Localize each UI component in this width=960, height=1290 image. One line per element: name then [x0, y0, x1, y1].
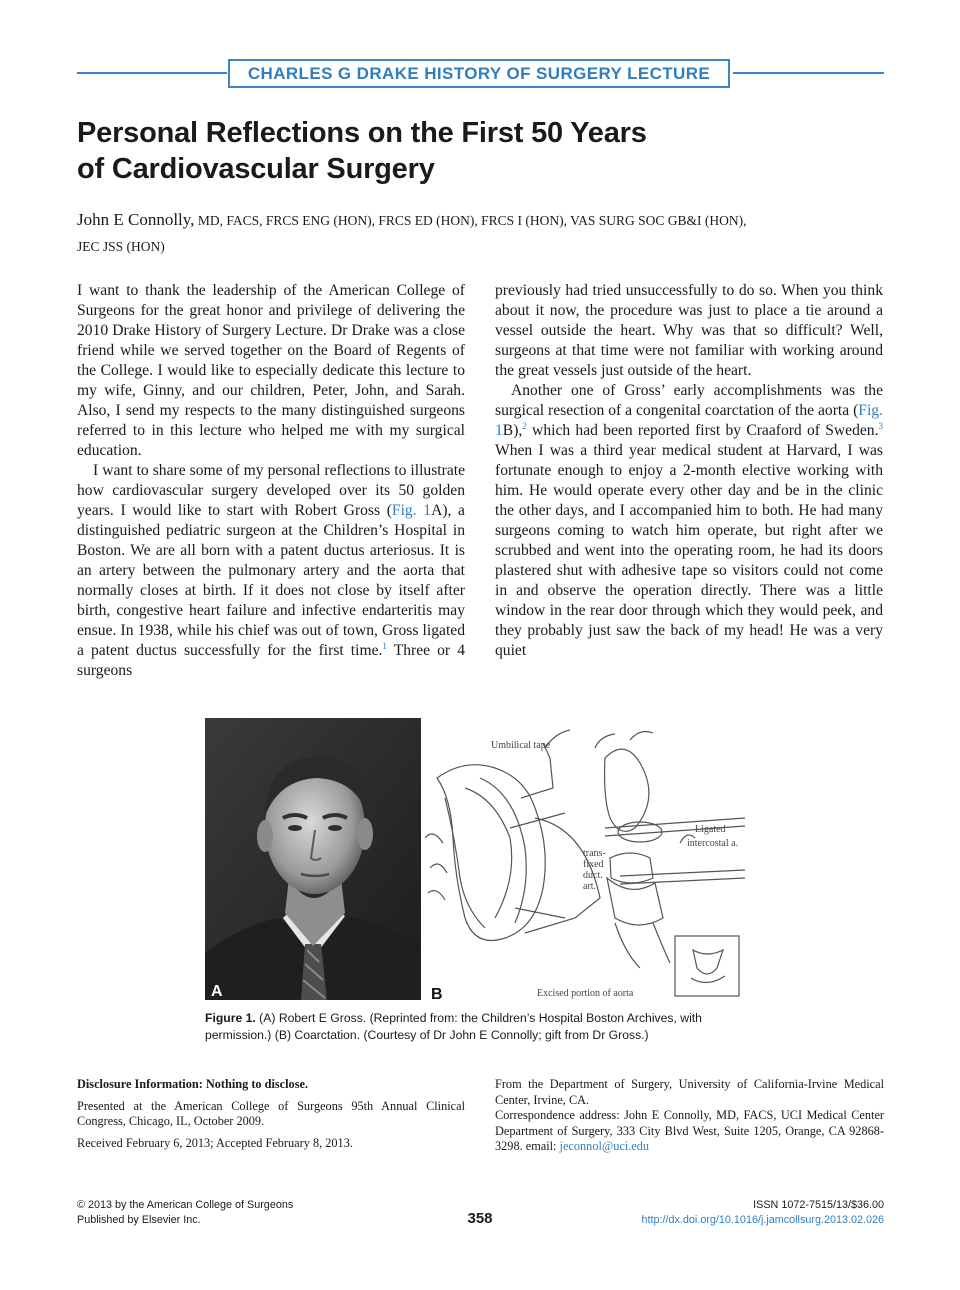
reference-link[interactable]: 2: [522, 420, 527, 431]
header-rule-right: [733, 72, 884, 74]
text-run: A), a distinguished pediatric surgeon at the Children’s Hospital in Boston. We are all born with a patent ductus arteriosus. It is an artery between the pulmonary artery and the aorta that normally closes at birth. If it does not close by itself after birth, congestive heart failure and infective endarteritis may ensue. In 1938, while his chief was out of town, Gross ligated a patent ductus successfully for the first time.: [77, 502, 465, 659]
header-rule-left: [77, 72, 227, 74]
panel-label-b: B: [431, 986, 443, 1000]
sketch-label-excised: Excised portion of aorta: [537, 988, 634, 999]
figure-link[interactable]: Fig. 1: [391, 502, 432, 519]
sketch-label-umbilical: Umbilical tape: [491, 740, 551, 751]
sketch-label-fixed: fixed: [583, 859, 604, 870]
sketch-label-ligated: Ligated: [695, 824, 726, 835]
text-run: Three or 4 surgeons: [77, 642, 465, 679]
paragraph-4: [495, 381, 883, 661]
paragraph-2: [77, 461, 465, 681]
text-run: When I was a third year medical student at Harvard, I was fortunate enough to enjoy a 2-month elective working with him. He would operate every other day and be in the clinic the other days, and I accompanied him to both. He had many surgeons coming to watch him operate, but right after we scrubbed and went into the operating room, he had its doors plastered shut with adhesive tape so visitors could not come in and observe the operation directly. There was a little window in the rear door through which they would peek, and they probably just saw the back of my head! He was a very quiet: [495, 442, 883, 659]
presented-note: Presented at the American College of Surgeons 95th Annual Clinical Congress, Chicago, IL, October 2009.: [77, 1098, 465, 1128]
disclosure-info: Disclosure Information: Nothing to disclose.: [77, 1077, 309, 1091]
body-column-left: [77, 281, 465, 681]
reference-link[interactable]: 3: [878, 420, 883, 431]
title-line-2: of Cardiovascular Surgery: [77, 153, 435, 185]
coarctation-sketch: [425, 718, 760, 1000]
email-link[interactable]: jeconnol@uci.edu: [559, 1139, 650, 1153]
author-credentials: MD, FACS, FRCS ENG (HON), FRCS ED (HON), FRCS I (HON), VAS SURG SOC GB&I (HON),: [194, 213, 747, 228]
portrait-image: [205, 718, 421, 1000]
sketch-label-art: art.: [583, 881, 597, 892]
title-line-1: Personal Reflections on the First 50 Years: [77, 117, 647, 149]
text-run: B),: [502, 422, 523, 439]
received-note: Received February 6, 2013; Accepted February 8, 2013.: [77, 1135, 353, 1150]
sketch-label-trans: trans-: [583, 848, 606, 859]
figure-caption-label: Figure 1.: [205, 1011, 256, 1025]
affiliation-note: From the Department of Surgery, University of California-Irvine Medical Center, Irvine, CA.: [495, 1077, 884, 1107]
panel-label-a: A: [211, 983, 223, 1000]
figure-caption-text: (A) Robert E Gross. (Reprinted from: the Children’s Hospital Boston Archives, with permission.) (B) Coarctation. (Courtesy of Dr John E Connolly; gift from Dr Gross.): [205, 1011, 702, 1042]
footnotes-left: [77, 1077, 465, 1157]
footer-left: [77, 1198, 293, 1228]
figure-link[interactable]: Fig. 1: [495, 402, 883, 439]
issn: ISSN 1072-7515/13/$36.00: [753, 1199, 884, 1211]
series-banner: CHARLES G DRAKE HISTORY OF SURGERY LECTURE: [228, 59, 730, 88]
publisher: Published by Elsevier Inc.: [77, 1214, 201, 1226]
text-run: which had been reported first by Craaford of Sweden.: [526, 422, 879, 439]
page-number: 358: [467, 1210, 493, 1227]
correspondence-text: Correspondence address: John E Connolly, MD, FACS, UCI Medical Center Department of Surgery, 333 City Blvd West, Suite 1205, Orange, CA 92868-3298. email:: [495, 1108, 884, 1153]
author-block: [77, 207, 887, 260]
figure-sketch-coarctation: [425, 718, 760, 1000]
figure-photo-gross: [205, 718, 421, 1000]
footnotes-right: [495, 1077, 884, 1161]
sketch-label-intercostal: intercostal a.: [687, 838, 739, 849]
footer-right: [560, 1198, 884, 1228]
doi-link[interactable]: http://dx.doi.org/10.1016/j.jamcollsurg.2013.02.026: [641, 1214, 884, 1226]
text-run: Another one of Gross’ early accomplishments was the surgical resection of a congenital coarctation of the aorta (: [495, 382, 883, 419]
author-credentials-cont: JEC JSS (HON): [77, 239, 165, 254]
copyright: © 2013 by the American College of Surgeons: [77, 1199, 294, 1211]
article-title: [77, 115, 797, 187]
sketch-label-duct: duct.: [583, 870, 603, 881]
text-run: I want to share some of my personal reflections to illustrate how cardiovascular surgery developed over its 50 golden years. I would like to start with Robert Gross (: [77, 462, 465, 519]
body-column-right: [495, 281, 883, 661]
paragraph-3: previously had tried unsuccessfully to do so. When you think about it now, the procedure was just to place a tie around a vessel outside the heart. Why was that so difficult? Well, surgeons at that time were not familiar with working around the great vessels just outside of the heart.: [495, 282, 883, 379]
author-name: John E Connolly,: [77, 210, 195, 229]
figure-caption: [205, 1010, 765, 1044]
paragraph-1: I want to thank the leadership of the American College of Surgeons for the great honor and privilege of delivering the 2010 Drake History of Surgery Lecture. Dr Drake was a close friend while we served together on the Board of Regents of the College. I would like to especially dedicate this lecture to my wife, Ginny, and our children, Peter, John, and Sarah. Also, I send my respects to the many distinguished surgeons referred to in this lecture who helped me with my surgical education.: [77, 282, 465, 459]
correspondence-note: [495, 1108, 884, 1155]
reference-link[interactable]: 1: [382, 640, 387, 651]
